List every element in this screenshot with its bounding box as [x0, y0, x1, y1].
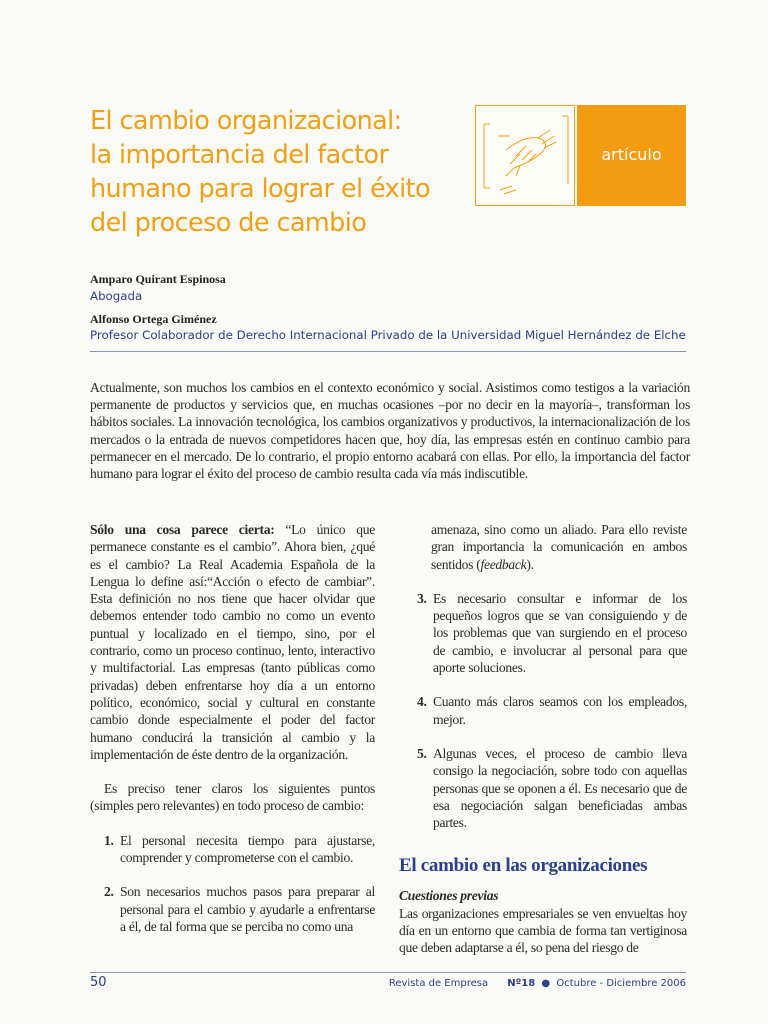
list-item	[90, 883, 375, 935]
section-tag-box	[577, 105, 686, 206]
author-role: Abogada	[90, 289, 143, 303]
right-column	[399, 521, 687, 957]
author-role: Profesor Colaborador de Derecho Internacional Privado de la Universidad Miguel Hernández de Elche	[90, 328, 686, 342]
list-item	[90, 832, 375, 867]
magazine-name: Revista de Empresa	[388, 978, 489, 989]
list-text: Es necesario consultar e informar de los pequeños logros que se van consiguiendo y de los problemas que van surgiendo en el proceso de cambio, e involucrar al personal para que aporte soluciones.	[433, 590, 687, 676]
title-line: El cambio organizacional:	[90, 106, 402, 136]
list-item	[399, 693, 687, 728]
bullet-icon: ●	[541, 978, 551, 989]
list-item	[399, 590, 687, 676]
body-paragraph: Es preciso tener claros los siguientes puntos (simples pero relevantes) en todo proceso de cambio:	[90, 781, 375, 814]
list-number: 2.	[104, 884, 114, 900]
body-text: amenaza, sino como un aliado. Para ello reviste gran importancia la comunicación en ambos sentidos (	[431, 522, 687, 572]
list-number: 5.	[417, 745, 427, 761]
lead-phrase: Sólo una cosa parece cierta:	[90, 522, 275, 537]
list-item	[399, 745, 687, 831]
italic-term: feedback	[480, 556, 527, 572]
body-text: ).	[526, 556, 534, 572]
list-text: El personal necesita tiempo para ajustarse, comprender y comprometerse con el cambio.	[120, 832, 375, 866]
list-number: 4.	[417, 694, 427, 710]
article-title	[90, 104, 470, 240]
section-heading: El cambio en las organizaciones	[399, 855, 648, 877]
list-number: 1.	[104, 832, 114, 848]
list-text: Son necesarios muchos pasos para preparar al personal para el cambio y ayudarle a enfrentarse a él, de tal forma que se perciba no como una	[120, 884, 375, 934]
body-paragraph: Las organizaciones empresariales se ven envueltas hoy día en un entorno que cambia de forma tan vertiginosa que deben adaptarse a él, so pena del riesgo de	[399, 905, 687, 956]
issue-period: Octubre - Diciembre 2006	[556, 978, 686, 989]
footer-divider	[90, 972, 686, 973]
hand-sketch-icon	[476, 106, 576, 206]
body-text: Esta definición no nos tiene que hacer olvidar que debemos entender todo cambio no como un evento puntual y localizado en el tiempo, sino, por el contrario, como un proceso continuo, lento, interactivo y multifactorial. Las empresas (tanto públicas como privadas) deben enfrentarse hoy día a un entorno político, económico, social y cultural en constante cambio donde especialmente el poder del factor humano conducirá la transición al cambio y la implementación de éste dentro de la organización.	[90, 591, 375, 762]
list-text: Cuanto más claros seamos con los empleados, mejor.	[433, 694, 687, 727]
title-line: humano para lograr el éxito	[90, 174, 430, 204]
quote-text: “Lo único que permanece constante es el cambio”.	[90, 522, 375, 555]
intro-paragraph: Actualmente, son muchos los cambios en el contexto económico y social. Asistimos como testigos a la variación permanente de productos y servicios que, en muchas ocasiones –por no decir en la mayoría–, transforman los hábitos sociales. La innovación tecnológica, los cambios organizativos y productivos, la internacionalización de los mercados o la entrada de nuevos competidores hacen que, hoy día, las empresas estén en continuo cambio para permanecer en el mercado. De lo contrario, el propio entorno acabará con ellas. Por ello, la importancia del factor humano para lograr el éxito del proceso de cambio resulta cada vía más indiscutible.	[90, 380, 690, 482]
author-name: Alfonso Ortega Giménez	[90, 312, 217, 326]
footer-info	[389, 978, 686, 989]
body-text: Ahora bien, ¿qué es el cambio? La Real Academia Española de la Lengua lo define así:	[90, 539, 376, 589]
sketch-logo	[475, 105, 575, 206]
quote-text: “Acción o efecto de cambiar”.	[206, 573, 376, 589]
author-name: Amparo Quirant Espinosa	[90, 272, 226, 286]
issue-number: Nº18	[507, 978, 536, 989]
list-text: Algunas veces, el proceso de cambio lleva consigo la negociación, sobre todo con aquellas personas que se oponen a él. Es necesario que de esa negociación salgan beneficiadas ambas partes.	[433, 745, 687, 831]
header-divider	[90, 351, 686, 352]
page-number: 50	[90, 975, 107, 990]
section-tag-label: artículo	[601, 145, 662, 164]
list-continuation	[399, 521, 687, 573]
title-line: del proceso de cambio	[90, 208, 367, 238]
list-number: 3.	[417, 590, 427, 606]
left-column	[90, 521, 375, 935]
sub-heading: Cuestiones previas	[399, 888, 499, 904]
title-line: la importancia del factor	[90, 140, 389, 170]
body-paragraph	[90, 521, 375, 763]
